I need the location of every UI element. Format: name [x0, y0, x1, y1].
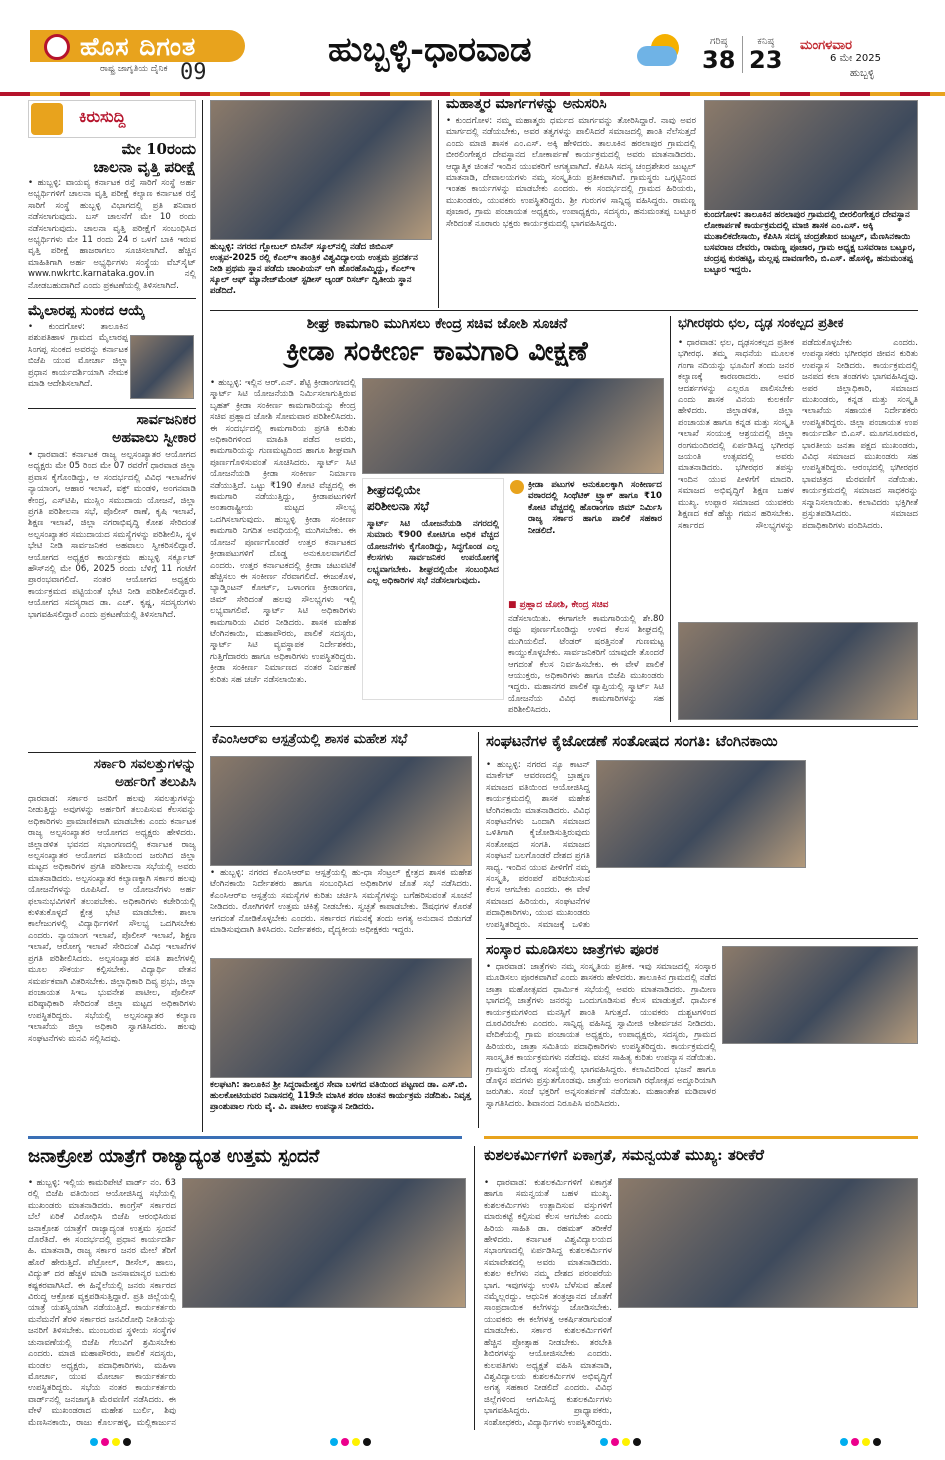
weather-icon [637, 32, 685, 70]
mahatmara-body: • ಕುಂದಗೋಳ: ನಮ್ಮ ಮಹಾತ್ಮರು ಧರ್ಮದ ಮಾರ್ಗವನ್ನು ತೋರಿಸಿದ್ದಾರೆ. ನಾವು ಅವರ ಮಾರ್ಗದಲ್ಲಿ ನಡೆಯಬೇಕು, ಅವರ ತತ್ವಗಳನ್ನು ಪಾಲಿಸಿದರೆ ಸಮಾಜದಲ್ಲಿ ಶಾಂತಿ ನೆಲೆಸುತ್ತದೆ ಎಂದು ಮಾಜಿ ಶಾಸಕ ಎಂ.ಎಸ್. ಅಕ್ಕಿ ಹೇಳಿದರು. ತಾಲೂಕಿನ ಹರಲಾಪುರ ಗ್ರಾಮದಲ್ಲಿ ಬೀರಲಿಂಗೇಶ್ವರ ದೇವಸ್ಥಾನದ ಲೋಕಾರ್ಪಣೆ ಕಾರ್ಯಕ್ರಮದಲ್ಲಿ ಅವರು ಮಾತನಾಡಿದರು. ಆಧ್ಯಾತ್ಮಿಕ ಚಿಂತನೆ ಇಂದಿನ ಯುವಕರಿಗೆ ಅಗತ್ಯವಾಗಿದೆ. ಕೆಪಿಸಿಸಿ ಸದಸ್ಯ ಚಂದ್ರಶೇಖರ ಜುಟ್ಟಲ್ ಮಾತನಾಡಿ, ದೇವಾಲಯಗಳು ನಮ್ಮ ಸಂಸ್ಕೃತಿಯ ಪ್ರತೀಕವಾಗಿವೆ. ಗ್ರಾಮಸ್ಥರು ಒಗ್ಗಟ್ಟಿನಿಂದ ಇಂತಹ ಕಾರ್ಯಗಳನ್ನು ಮಾಡಬೇಕು ಎಂದರು. ಈ ಸಂದರ್ಭದಲ್ಲಿ ಗ್ರಾಮದ ಹಿರಿಯರು, ಮುಖಂಡರು, ಯುವಕರು ಉಪಸ್ಥಿತರಿದ್ದರು. ಶ್ರೀ ಗುರುಗಳ ಸಾನ್ನಿಧ್ಯ ವಹಿಸಿದ್ದರು. ರಾಮಣ್ಣ ಪೂಜಾರ, ಗ್ರಾಮ ಪಂಚಾಯತ ಅಧ್ಯಕ್ಷರು, ಉಪಾಧ್ಯಕ್ಷರು, ಸದಸ್ಯರು, ಹನುಮಂತಪ್ಪ ಬಟ್ಟೂರ ಸೇರಿದಂತೆ ನೂರಾರು ಭಕ್ತರು ಕಾರ್ಯಕ್ರಮದಲ್ಲಿ ಭಾಗವಹಿಸಿದ್ದರು. [446, 116, 696, 229]
mahatmara-title: ಮಹಾತ್ಮರ ಮಾರ್ಗಗಳನ್ನು ಅನುಸರಿಸಿ [446, 96, 607, 112]
bhagiratha-photo [678, 622, 918, 720]
quote-icon [510, 480, 524, 494]
samskara-body: • ಧಾರವಾಡ: ಜಾತ್ರೆಗಳು ನಮ್ಮ ಸಂಸ್ಕೃತಿಯ ಪ್ರತೀಕ. ಇವು ಸಮಾಜದಲ್ಲಿ ಸಂಸ್ಕಾರ ಮೂಡಿಸಲು ಪೂರಕವಾಗಿವೆ ಎಂದು ಶಾಸಕರು ಹೇಳಿದರು. ತಾಲೂಕಿನ ಗ್ರಾಮದಲ್ಲಿ ನಡೆದ ಜಾತ್ರಾ ಮಹೋತ್ಸವದ ಧಾರ್ಮಿಕ ಸಭೆಯಲ್ಲಿ ಅವರು ಮಾತನಾಡಿದರು. ಗ್ರಾಮೀಣ ಭಾಗದಲ್ಲಿ ಜಾತ್ರೆಗಳು ಜನರನ್ನು ಒಂದುಗೂಡಿಸುವ ಕೆಲಸ ಮಾಡುತ್ತವೆ. ಧಾರ್ಮಿಕ ಕಾರ್ಯಕ್ರಮಗಳಿಂದ ಮನಸ್ಸಿಗೆ ಶಾಂತಿ ಸಿಗುತ್ತದೆ. ಯುವಕರು ದುಶ್ಚಟಗಳಿಂದ ದೂರವಿರಬೇಕು ಎಂದರು. ಸಾನ್ನಿಧ್ಯ ವಹಿಸಿದ್ದ ಸ್ವಾಮೀಜಿ ಆಶೀರ್ವಚನ ನೀಡಿದರು. ವೇದಿಕೆಯಲ್ಲಿ ಗ್ರಾಮ ಪಂಚಾಯತ ಅಧ್ಯಕ್ಷರು, ಉಪಾಧ್ಯಕ್ಷರು, ಸದಸ್ಯರು, ಗ್ರಾಮದ ಹಿರಿಯರು, ಜಾತ್ರಾ ಸಮಿತಿಯ ಪದಾಧಿಕಾರಿಗಳು ಉಪಸ್ಥಿತರಿದ್ದರು. ಕಾರ್ಯಕ್ರಮದಲ್ಲಿ ಸಾಂಸ್ಕೃತಿಕ ಕಾರ್ಯಕ್ರಮಗಳು ನಡೆದವು. ವಚನ ಸಾಹಿತ್ಯ ಕುರಿತು ಉಪನ್ಯಾಸ ನಡೆಯಿತು. ಗ್ರಾಮಸ್ಥರು ದೊಡ್ಡ ಸಂಖ್ಯೆಯಲ್ಲಿ ಭಾಗವಹಿಸಿದ್ದರು. ಕಲಾವಿದರಿಂದ ಭಜನೆ ಹಾಗೂ ಡೊಳ್ಳಿನ ಪದಗಳು ಪ್ರಸ್ತುತಗೊಂಡವು. ಜಾತ್ರೆಯ ಅಂಗವಾಗಿ ರಥೋತ್ಸವ ಅದ್ದೂರಿಯಾಗಿ ಜರುಗಿತು. ಸಂಜೆ ಭಕ್ತರಿಗೆ ಅನ್ನಸಂತರ್ಪಣೆ ನಡೆಯಿತು. ಮಹಾಂತೇಶ ಮಡಿವಾಳರ ಸ್ವಾಗತಿಸಿದರು. ಶಿವಾನಂದ ನಿರೂಪಿಸಿ ವಂದಿಸಿದರು. [486, 962, 716, 1109]
bhagiratha-body: • ಧಾರವಾಡ: ಛಲ, ದೃಢಸಂಕಲ್ಪದ ಪ್ರತೀಕ ಭಗೀರಥ. ತಮ್ಮ ಸಾಧನೆಯ ಮೂಲಕ ಗಂಗಾ ನದಿಯನ್ನು ಭೂಮಿಗೆ ತಂದು ಜನರ ಕಲ್ಯಾಣಕ್ಕೆ ಕಾರಣರಾದರು. ಅವರ ಆದರ್ಶಗಳನ್ನು ಎಲ್ಲರೂ ಪಾಲಿಸಬೇಕು ಎಂದು ಶಾಸಕ ವಿನಯ ಕುಲಕರ್ಣಿ ಹೇಳಿದರು. ಜಿಲ್ಲಾಡಳಿತ, ಜಿಲ್ಲಾ ಪಂಚಾಯತ ಹಾಗೂ ಕನ್ನಡ ಮತ್ತು ಸಂಸ್ಕೃತಿ ಇಲಾಖೆ ಸಂಯುಕ್ತ ಆಶ್ರಯದಲ್ಲಿ ಜಿಲ್ಲಾ ರಂಗಮಂದಿರದಲ್ಲಿ ಏರ್ಪಡಿಸಿದ್ದ ಭಗೀರಥ ಜಯಂತಿ ಉತ್ಸವದಲ್ಲಿ ಅವರು ಮಾತನಾಡಿದರು. ಭಗೀರಥರ ತಪಸ್ಸು ಇಂದಿನ ಯುವ ಪೀಳಿಗೆಗೆ ಮಾದರಿ. ಸಮಾಜದ ಅಭಿವೃದ್ಧಿಗೆ ಶಿಕ್ಷಣ ಬಹಳ ಮುಖ್ಯ. ಉಪ್ಪಾರ ಸಮಾಜದ ಯುವಕರು ಶಿಕ್ಷಣದ ಕಡೆ ಹೆಚ್ಚು ಗಮನ ಹರಿಸಬೇಕು. ಸರ್ಕಾರದ ಸೌಲಭ್ಯಗಳನ್ನು ಪಡೆದುಕೊಳ್ಳಬೇಕು ಎಂದರು. ಉಪನ್ಯಾಸಕರು ಭಗೀರಥರ ಜೀವನ ಕುರಿತು ಉಪನ್ಯಾಸ ನೀಡಿದರು. ಕಾರ್ಯಕ್ರಮದಲ್ಲಿ ಜನಪದ ಕಲಾ ತಂಡಗಳು ಭಾಗವಹಿಸಿದ್ದವು. ಅಪರ ಜಿಲ್ಲಾಧಿಕಾರಿ, ಸಮಾಜದ ಮುಖಂಡರು, ಕನ್ನಡ ಮತ್ತು ಸಂಸ್ಕೃತಿ ಇಲಾಖೆಯ ಸಹಾಯಕ ನಿರ್ದೇಶಕರು ಉಪಸ್ಥಿತರಿದ್ದರು. ಜಿಲ್ಲಾ ಪಂಚಾಯತ ಉಪ ಕಾರ್ಯದರ್ಶಿ ಬಿ.ಎಸ್. ಮೂಗನೂರಮಠ, ಭಾರತೀಯ ಜನತಾ ಪಕ್ಷದ ಮುಖಂಡರು, ವಿವಿಧ ಸಮಾಜದ ಮುಖಂಡರು ಸಹ ಉಪಸ್ಥಿತರಿದ್ದರು. ಆರಂಭದಲ್ಲಿ ಭಗೀರಥರ ಭಾವಚಿತ್ರದ ಮೆರವಣಿಗೆ ನಡೆಯಿತು. ಕಾರ್ಯಕ್ರಮದಲ್ಲಿ ಸಮಾಜದ ಸಾಧಕರನ್ನು ಸನ್ಮಾನಿಸಲಾಯಿತು. ಕಲಾವಿದರು ಭಕ್ತಿಗೀತೆ ಪ್ರಸ್ತುತಪಡಿಸಿದರು. ಸಮಾಜದ ಪದಾಧಿಕಾರಿಗಳು ವಂದಿಸಿದರು. [678, 338, 918, 531]
janakrosha-body: • ಹುಬ್ಬಳ್ಳಿ: ಇಲ್ಲಿಯ ಕಾಮರಿಪೇಟೆ ವಾರ್ಡ್ ನಂ. 63 ರಲ್ಲಿ ಬಿಜೆಪಿ ವತಿಯಿಂದ ಆಯೋಜಿಸಿದ್ದ ಸಭೆಯಲ್ಲಿ ಮುಖಂಡರು ಮಾತನಾಡಿದರು. ಕಾಂಗ್ರೆಸ್ ಸರ್ಕಾರದ ಬೆಲೆ ಏರಿಕೆ ವಿರೋಧಿಸಿ ಬಿಜೆಪಿ ಆರಂಭಿಸಿರುವ ಜನಾಕ್ರೋಶ ಯಾತ್ರೆಗೆ ರಾಜ್ಯಾದ್ಯಂತ ಉತ್ತಮ ಸ್ಪಂದನೆ ದೊರೆತಿದೆ. ಈ ಸಂದರ್ಭದಲ್ಲಿ ಪ್ರಧಾನ ಕಾರ್ಯದರ್ಶಿ ಹಿ. ಮಾತನಾಡಿ, ರಾಜ್ಯ ಸರ್ಕಾರ ಜನರ ಮೇಲೆ ತೆರಿಗೆ ಹೊರೆ ಹೇರುತ್ತಿದೆ. ಪೆಟ್ರೋಲ್, ಡೀಸೆಲ್, ಹಾಲು, ವಿದ್ಯುತ್ ದರ ಹೆಚ್ಚಳ ಮಾಡಿ ಜನಸಾಮಾನ್ಯರ ಬದುಕು ಕಷ್ಟಕರವಾಗಿಸಿದೆ. ಈ ಹಿನ್ನೆಲೆಯಲ್ಲಿ ಜನರು ಸರ್ಕಾರದ ವಿರುದ್ಧ ಆಕ್ರೋಶ ವ್ಯಕ್ತಪಡಿಸುತ್ತಿದ್ದಾರೆ. ಪ್ರತಿ ಜಿಲ್ಲೆಯಲ್ಲಿ ಯಾತ್ರೆ ಯಶಸ್ವಿಯಾಗಿ ನಡೆಯುತ್ತಿದೆ. ಕಾರ್ಯಕರ್ತರು ಮನೆಮನೆಗೆ ತೆರಳಿ ಸರ್ಕಾರದ ಜನವಿರೋಧಿ ನೀತಿಯನ್ನು ಜನರಿಗೆ ತಿಳಿಸಬೇಕು. ಮುಂಬರುವ ಸ್ಥಳೀಯ ಸಂಸ್ಥೆಗಳ ಚುನಾವಣೆಯಲ್ಲಿ ಬಿಜೆಪಿ ಗೆಲುವಿಗೆ ಶ್ರಮಿಸಬೇಕು ಎಂದರು. ಮಾಜಿ ಮಹಾಪೌರರು, ಪಾಲಿಕೆ ಸದಸ್ಯರು, ಮಂಡಲ ಅಧ್ಯಕ್ಷರು, ಪದಾಧಿಕಾರಿಗಳು, ಮಹಿಳಾ ಮೋರ್ಚಾ, ಯುವ ಮೋರ್ಚಾ ಕಾರ್ಯಕರ್ತರು ಉಪಸ್ಥಿತರಿದ್ದರು. ಸಭೆಯ ನಂತರ ಕಾರ್ಯಕರ್ತರು ವಾರ್ಡ್‌ನಲ್ಲಿ ಜನಜಾಗೃತಿ ಮೆರವಣಿಗೆ ನಡೆಸಿದರು. ಈ ವೇಳೆ ಮುಖಂಡರಾದ ಮಹೇಶ ಬುರ್ಲಿ, ಶಿವು ಮೆಣಸಿನಕಾಯಿ, ರಾಜು ಕೊರ್ಲಹಳ್ಳಿ, ಮಲ್ಲಿಕಾರ್ಜುನ [28, 1178, 176, 1428]
joshi-quote-box: ಕ್ರೀಡಾ ಪಟುಗಳ ಅನುಕೂಲಕ್ಕಾಗಿ ಸಂಕೀರ್ಣದ ವಠಾರದಲ್ಲಿ ಸಿಂಥೆಟಿಕ್ ಟ್ರ್ಯಾಕ್ ಹಾಗೂ ₹10 ಕೋಟಿ ವೆಚ್ಚದಲ್ಲಿ ಹೊರಾಂಗಣ ಜಿಮ್ ನಿರ್ಮಿಸಿ ರಾಜ್ಯ ಸರ್ಕಾರ ಹಾಗೂ ಪಾಲಿಕೆ ಸಹಕಾರ ನೀಡಲಿದೆ. [508, 478, 664, 608]
kiru-suddi-banner [28, 100, 196, 138]
emblem-icon [44, 34, 70, 60]
min-temp: ಕನಿಷ್ಠ 23 [742, 36, 782, 73]
janakrosha-body-cont [182, 1312, 466, 1430]
kundagola-caption: ಕುಂದಗೋಳ: ತಾಲೂಕಿನ ಹರಲಾಪುರ ಗ್ರಾಮದಲ್ಲಿ ಬೀರಲಿಂಗೇಶ್ವರ ದೇವಸ್ಥಾನ ಲೋಕಾರ್ಪಣೆ ಕಾರ್ಯಕ್ರಮದಲ್ಲಿ ಮಾಜಿ ಶಾಸಕ ಎಂ.ಎಸ್. ಅಕ್ಕಿ ಮುತಾಲಿಕದೇಸಾಯಿ, ಕೆಪಿಸಿಸಿ ಸದಸ್ಯ ಚಂದ್ರಶೇಖರ ಜುಟ್ಟಲ್, ಮೆಣಸಿನಕಾಯಿ ಬಸವರಾಜ ದೇವರು, ರಾಮಣ್ಣ ಪೂಜಾರ, ಗ್ರಾಮ ಅಧ್ಯಕ್ಷ ಬಸವರಾಜ ಬಟ್ಟೂರ, ಚಂದ್ರಪ್ಪ ಕುರಹಟ್ಟಿ, ಮಲ್ಲಪ್ಪ ದಾವಣಗೇರಿ, ಬಿ.ಎಸ್. ಹೊಸಳ್ಳಿ, ಹನುಮಂತಪ್ಪ ಬಟ್ಟೂರ ಇದ್ದರು. [704, 210, 918, 308]
janakrosha-photo [182, 1178, 466, 1308]
s3-title1: ಸಾರ್ವಜನಿಕರ [136, 412, 196, 428]
jatre-photo [722, 946, 918, 1044]
date-box: ಮಂಗಳವಾರ 6 ಮೇ 2025 ಹುಬ್ಬಳ್ಳಿ [800, 38, 881, 79]
kreeda-body3: ನಡೆಸಲಾಯಿತು. ಈಗಾಗಲೇ ಕಾಮಗಾರಿಯಲ್ಲಿ ಶೇ.80 ರಷ್ಟು ಪೂರ್ಣಗೊಂಡಿದ್ದು ಉಳಿದ ಕೆಲಸ ಶೀಘ್ರದಲ್ಲಿ ಮುಗಿಯಲಿದೆ. ಟೆಂಡರ್ ಷರತ್ತಿನಂತೆ ಗುಣಮಟ್ಟ ಕಾಯ್ದುಕೊಳ್ಳಬೇಕು. ಸಾರ್ವಜನಿಕರಿಗೆ ಯಾವುದೇ ತೊಂದರೆ ಆಗದಂತೆ ಕೆಲಸ ನಿರ್ವಹಿಸಬೇಕು. ಈ ವೇಳೆ ಪಾಲಿಕೆ ಆಯುಕ್ತರು, ಅಧಿಕಾರಿಗಳು ಹಾಗೂ ಬಿಜೆಪಿ ಮುಖಂಡರು ಇದ್ದರು. ಮಹಾನಗರ ಪಾಲಿಕೆ ವ್ಯಾಪ್ತಿಯಲ್ಲಿ ಸ್ಮಾರ್ಟ್ ಸಿಟಿ ಯೋಜನೆಯ ವಿವಿಧ ಕಾಮಗಾರಿಗಳನ್ನು ಸಹ ಪರಿಶೀಲಿಸಿದರು. [508, 614, 664, 716]
kushala-body-cont [618, 1312, 918, 1430]
review-meeting-box: ಶೀಘ್ರದಲ್ಲಿಯೇ ಪರಿಶೀಲನಾ ಸಭೆ ಸ್ಮಾರ್ಟ್ ಸಿಟಿ ಯೋಜನೆಯಡಿ ನಗರದಲ್ಲಿ ಸುಮಾರು ₹900 ಕೋಟಿಗೂ ಅಧಿಕ ವೆಚ್ಚದ ಯೋಜನೆಗಳು ಕೈಗೊಂಡಿದ್ದು, ಸಿದ್ಧಗೊಂಡ ಎಲ್ಲ ಕೆಲಸಗಳು ಸಾರ್ವಜನಿಕರ ಉಪಯೋಗಕ್ಕೆ ಲಭ್ಯವಾಗಬೇಕು. ಶೀಘ್ರದಲ್ಲಿಯೇ ಸಂಬಂಧಿಸಿದ ಎಲ್ಲ ಅಧಿಕಾರಿಗಳ ಸಭೆ ನಡೆಸಲಾಗುವುದು. [362, 478, 504, 700]
samskara-title: ಸಂಸ್ಕಾರ ಮೂಡಿಸಲು ಜಾತ್ರೆಗಳು ಪೂರಕ [486, 942, 659, 958]
s3-body: • ಧಾರವಾಡ: ಕರ್ನಾಟಕ ರಾಜ್ಯ ಅಲ್ಪಸಂಖ್ಯಾತರ ಆಯೋಗದ ಅಧ್ಯಕ್ಷರು ಮೇ 05 ರಿಂದ ಮೇ 07 ರವರೆಗೆ ಧಾರವಾಡ ಜಿಲ್ಲಾ ಪ್ರವಾಸ ಕೈಗೊಂಡಿದ್ದು, ಆ ಸಂದರ್ಭದಲ್ಲಿ ವಿವಿಧ ಇಲಾಖೆಗಳ ನ್ಯಾಯಾಂಗ, ಆಹಾರ ಇಲಾಖೆ, ವಕ್ಫ್ ಮಂಡಳಿ, ಅಂಗನವಾಡಿ ಕೇಂದ್ರ, ಎಸ್‌ಟಿಪಿ, ಮುಸ್ಲಿಂ ಸಮುದಾಯ ಯೋಜನೆ, ಜಿಲ್ಲಾ ಪ್ರಗತಿ ಪರಿಶೀಲನಾ ಸಭೆ, ಪೊಲೀಸ್ ಠಾಣೆ, ಕೃಷಿ ಇಲಾಖೆ, ಶಿಕ್ಷಣ ಇಲಾಖೆ, ಜಿಲ್ಲಾ ನಗರಾಭಿವೃದ್ಧಿ ಕೋಶ ಸೇರಿದಂತೆ ಅಲ್ಪಸಂಖ್ಯಾತರ ಸಮುದಾಯದ ಸಮಸ್ಯೆಗಳನ್ನು ಪರಿಶೀಲಿಸಿ, ಸ್ಥಳ ಭೇಟಿ ನೀಡಿ ಸಾರ್ವಜನಿಕರ ಅಹವಾಲು ಸ್ವೀಕರಿಸಲಿದ್ದಾರೆ. ಆಯೋಗದ ಅಧ್ಯಕ್ಷರ ಕಾರ್ಯಕ್ರಮ ಹುಬ್ಬಳ್ಳಿ ಸರ್ಕ್ಯೂಟ್ ಹೌಸ್‌ನಲ್ಲಿ ಮೇ 06, 2025 ರಂದು ಬೆಳಿಗ್ಗೆ 11 ಗಂಟೆಗೆ ಪ್ರಾರಂಭವಾಗಲಿದೆ. ನಂತರ ಆಯೋಗದ ಅಧ್ಯಕ್ಷರು ಕಾರ್ಯಕ್ರಮದ ಪಟ್ಟಿಯಂತೆ ಭೇಟಿ ನೀಡಿ ಪರಿಶೀಲಿಸಲಿದ್ದಾರೆ. ಆಯೋಗದ ಸದಸ್ಯರಾದ ಡಾ. ಎಚ್. ಕೃಷ್ಣ, ಸದಸ್ಯರುಗಳು ಭಾಗವಹಿಸಲಿದ್ದಾರೆ ಎಂದು ಪ್ರಕಟಣೆಯಲ್ಲಿ ತಿಳಿಸಲಾಗಿದೆ. [28, 450, 196, 620]
person-photo [130, 335, 194, 399]
kushala-title: ಕುಶಲಕರ್ಮಿಗಳಿಗೆ ಏಕಾಗ್ರತೆ, ಸಮನ್ವಯತೆ ಮುಖ್ಯ: ತರೀಕೆರೆ [484, 1146, 764, 1164]
s1-title1: ಮೇ 10ರಂದು [121, 140, 196, 158]
kalaghatagi-caption: ಕಲಘಟಗಿ: ತಾಲೂಕಿನ ಶ್ರೀ ಸಿದ್ಧರಾಮೇಶ್ವರ ಸೇವಾ ಬಳಗದ ವತಿಯಿಂದ ಪಟ್ಟಣದ ಡಾ. ಎಸ್.ಬಿ. ಹುಲಕೋಟಿಯವರ ನಿವಾಸದಲ್ಲಿ 119ನೇ ಮಾಸಿಕ ಶರಣ ಚಿಂತನ ಕಾರ್ಯಕ್ರಮ ನಡೆದಿತು. ನಿವೃತ್ತ ಪ್ರಾಂಶುಪಾಲ ಗುರು ವೈ. ವಿ. ಪಾಟೀಲ ಉಪನ್ಯಾಸ ನೀಡಿದರು. [210, 1080, 471, 1112]
newspaper-logo [30, 30, 245, 88]
masthead [0, 0, 945, 92]
bhagiratha-title: ಭಗೀರಥರು ಛಲ, ದೃಢ ಸಂಕಲ್ಪದ ಪ್ರತೀಕ [678, 316, 844, 331]
quote-attribution: ■ ಪ್ರಹ್ಲಾದ ಜೋಶಿ, ಕೇಂದ್ರ ಸಚಿವ [508, 600, 609, 610]
stadium-inspection-photo [362, 378, 664, 474]
kiru-suddi-label: ಕಿರುಸುದ್ದಿ [79, 107, 126, 126]
sanghatane-title: ಸಂಘಟನೆಗಳ ಕೈಜೋಡಣೆ ಸಂತೋಷದ ಸಂಗತಿ: ಟೆಂಗಿನಕಾಯಿ [486, 732, 778, 750]
print-marks-mid-right [600, 1438, 641, 1446]
page-number: 09 [180, 60, 207, 85]
janakrosha-title: ಜನಾಕ್ರೋಶ ಯಾತ್ರೆಗೆ ರಾಜ್ಯಾದ್ಯಂತ ಉತ್ತಮ ಸ್ಪಂದನೆ [28, 1146, 320, 1167]
s2-body: • ಕುಂದಗೋಳ: ತಾಲೂಕಿನ ಪಶುಪತಿಹಾಳ ಗ್ರಾಮದ ಮೈಲಾರಪ್ಪ ಸಿಂಗಪ್ಪ ಸುಂಕದ ಅವರನ್ನು ಕರ್ನಾಟಕ ಬಿಜೆಪಿ ಯುವ ಮೋರ್ಚಾ ಜಿಲ್ಲಾ ಪ್ರಧಾನ ಕಾರ್ಯದರ್ಶಿಯಾಗಿ ನೇಮಕ ಮಾಡಿ ಆದೇಶಿಸಲಾಗಿದೆ. [28, 322, 128, 390]
sanghatane-body: • ಹುಬ್ಬಳ್ಳಿ: ನಗರದ ನ್ಯೂ ಕಾಟನ್ ಮಾರ್ಕೆಟ್ ಆವರಣದಲ್ಲಿ ಬ್ರಾಹ್ಮಣ ಸಮಾಜದ ವತಿಯಿಂದ ಆಯೋಜಿಸಿದ್ದ ಕಾರ್ಯಕ್ರಮದಲ್ಲಿ ಶಾಸಕ ಮಹೇಶ ಟೆಂಗಿನಕಾಯಿ ಮಾತನಾಡಿದರು. ವಿವಿಧ ಸಂಘಟನೆಗಳು ಒಂದಾಗಿ ಸಮಾಜದ ಒಳಿತಿಗಾಗಿ ಕೈಜೋಡಿಸುತ್ತಿರುವುದು ಸಂತೋಷದ ಸಂಗತಿ. ಸಮಾಜದ ಸಂಘಟನೆ ಬಲಗೊಂಡರೆ ದೇಶದ ಪ್ರಗತಿ ಸಾಧ್ಯ. ಇಂದಿನ ಯುವ ಪೀಳಿಗೆಗೆ ನಮ್ಮ ಸಂಸ್ಕೃತಿ, ಪರಂಪರೆ ಪರಿಚಯಿಸುವ ಕೆಲಸ ಆಗಬೇಕು ಎಂದರು. ಈ ವೇಳೆ ಸಮಾಜದ ಹಿರಿಯರು, ಸಂಘಟನೆಗಳ ಪದಾಧಿಕಾರಿಗಳು, ಯುವ ಮುಖಂಡರು ಉಪಸ್ಥಿತರಿದ್ದರು. ಸಮಾಜಕ್ಕೆ ಒಳಿತು [486, 760, 590, 930]
kreeda-kicker: ಶೀಘ್ರ ಕಾಮಗಾರಿ ಮುಗಿಸಲು ಕೇಂದ್ರ ಸಚಿವ ಜೋಶಿ ಸೂಚನೆ [306, 316, 568, 332]
kushala-rule [484, 1136, 918, 1139]
s3-title2: ಅಹವಾಲು ಸ್ವೀಕಾರ [112, 430, 196, 446]
kreeda-title: ಕ್ರೀಡಾ ಸಂಕೀರ್ಣ ಕಾಮಗಾರಿ ವೀಕ್ಷಣೆ [286, 336, 588, 367]
s1-title2: ಚಾಲನಾ ವೃತ್ತಿ ಪರೀಕ್ಷೆ [93, 158, 196, 176]
kimsr-meeting-photo [210, 756, 472, 866]
s4-title1: ಸರ್ಕಾರಿ ಸವಲತ್ತುಗಳನ್ನು [93, 756, 196, 772]
edition-city: ಹುಬ್ಬಳ್ಳಿ-ಧಾರವಾಡ [328, 30, 532, 70]
kushala-photo [618, 1178, 918, 1308]
print-marks-right [840, 1438, 881, 1446]
sanghatane-side [810, 760, 918, 932]
s4-body: ಧಾರವಾಡ: ಸರ್ಕಾರ ಜನರಿಗೆ ಹಲವು ಸವಲತ್ತುಗಳನ್ನು ನೀಡುತ್ತಿದ್ದು ಅವುಗಳನ್ನು ಅರ್ಹರಿಗೆ ತಲುಪಿಸುವ ಕೆಲಸವನ್ನು ಅಧಿಕಾರಿಗಳು ಪ್ರಾಮಾಣಿಕವಾಗಿ ಮಾಡಬೇಕು ಎಂದು ಕರ್ನಾಟಕ ರಾಜ್ಯ ಅಲ್ಪಸಂಖ್ಯಾತರ ಆಯೋಗದ ಅಧ್ಯಕ್ಷರು ಹೇಳಿದರು. ಜಿಲ್ಲಾಡಳಿತ ಭವನದ ಸಭಾಂಗಣದಲ್ಲಿ ಕರ್ನಾಟಕ ರಾಜ್ಯ ಅಲ್ಪಸಂಖ್ಯಾತರ ಆಯೋಗದ ವತಿಯಿಂದ ಜರುಗಿದ ಜಿಲ್ಲಾ ಮಟ್ಟದ ಅಧಿಕಾರಿಗಳ ಪ್ರಗತಿ ಪರಿಶೀಲನಾ ಸಭೆಯಲ್ಲಿ ಅವರು ಮಾತನಾಡಿದರು. ಅಲ್ಪಸಂಖ್ಯಾತರ ಕಲ್ಯಾಣಕ್ಕಾಗಿ ಸರ್ಕಾರ ಹಲವು ಯೋಜನೆಗಳನ್ನು ರೂಪಿಸಿದೆ. ಆ ಯೋಜನೆಗಳು ಅರ್ಹ ಫಲಾನುಭವಿಗಳಿಗೆ ತಲುಪಬೇಕು. ಅಧಿಕಾರಿಗಳು ಕಚೇರಿಯಲ್ಲಿ ಕುಳಿತುಕೊಳ್ಳದೆ ಕ್ಷೇತ್ರ ಭೇಟಿ ಮಾಡಬೇಕು. ಶಾಲಾ ಕಾಲೇಜುಗಳಲ್ಲಿ ವಿದ್ಯಾರ್ಥಿಗಳಿಗೆ ಸೌಲಭ್ಯ ಒದಗಿಸಬೇಕು ಎಂದರು. ನ್ಯಾಯಾಂಗ ಇಲಾಖೆ, ಪೊಲೀಸ್ ಇಲಾಖೆ, ಶಿಕ್ಷಣ ಇಲಾಖೆ, ಆರೋಗ್ಯ ಇಲಾಖೆ ಸೇರಿದಂತೆ ವಿವಿಧ ಇಲಾಖೆಗಳ ಪ್ರಗತಿ ಪರಿಶೀಲಿಸಿದರು. ಅಲ್ಪಸಂಖ್ಯಾತರ ವಸತಿ ಶಾಲೆಗಳಲ್ಲಿ ಮೂಲ ಸೌಕರ್ಯ ಕಲ್ಪಿಸಬೇಕು. ವಿದ್ಯಾರ್ಥಿ ವೇತನ ಸಮರ್ಪಕವಾಗಿ ವಿತರಿಸಬೇಕು. ಜಿಲ್ಲಾಧಿಕಾರಿ ದಿವ್ಯ ಪ್ರಭು, ಜಿಲ್ಲಾ ಪಂಚಾಯತ ಸಿಇಒ ಭುವನೇಶ ಪಾಟೀಲ, ಪೊಲೀಸ್ ವರಿಷ್ಠಾಧಿಕಾರಿ ಸೇರಿದಂತೆ ಜಿಲ್ಲಾ ಮಟ್ಟದ ಅಧಿಕಾರಿಗಳು ಉಪಸ್ಥಿತರಿದ್ದರು. ಸಭೆಯಲ್ಲಿ ಅಲ್ಪಸಂಖ್ಯಾತರ ಕಲ್ಯಾಣ ಇಲಾಖೆಯ ಜಿಲ್ಲಾ ಅಧಿಕಾರಿ ಸ್ವಾಗತಿಸಿದರು. ಹಲವು ಸಂಘಟನೆಗಳು ಮನವಿ ಸಲ್ಲಿಸಿದವು. [28, 794, 196, 1044]
max-temp: ಗರಿಷ್ಠ 38 [702, 36, 736, 74]
samskara-body-cont [722, 1048, 918, 1122]
gbs-fest-photo [210, 100, 432, 240]
kreeda-body1: • ಹುಬ್ಬಳ್ಳಿ: ಇಲ್ಲಿನ ಆರ್.ಎನ್. ಶೆಟ್ಟಿ ಕ್ರೀಡಾಂಗಣದಲ್ಲಿ ಸ್ಮಾರ್ಟ್ ಸಿಟಿ ಯೋಜನೆಯಡಿ ನಿರ್ಮಿಸಲಾಗುತ್ತಿರುವ ಬೃಹತ್ ಕ್ರೀಡಾ ಸಂಕೀರ್ಣ ಕಾಮಗಾರಿಯನ್ನು ಕೇಂದ್ರ ಸಚಿವ ಪ್ರಹ್ಲಾದ ಜೋಶಿ ಸೋಮವಾರ ಪರಿಶೀಲಿಸಿದರು. ಈ ಸಂದರ್ಭದಲ್ಲಿ ಕಾಮಗಾರಿಯ ಪ್ರಗತಿ ಕುರಿತು ಅಧಿಕಾರಿಗಳಿಂದ ಮಾಹಿತಿ ಪಡೆದ ಅವರು, ಕಾಮಗಾರಿಯನ್ನು ಗುಣಮಟ್ಟದಿಂದ ಹಾಗೂ ಶೀಘ್ರವಾಗಿ ಪೂರ್ಣಗೊಳಿಸುವಂತೆ ಸೂಚಿಸಿದರು. ಸ್ಮಾರ್ಟ್ ಸಿಟಿ ಯೋಜನೆಯಡಿ ಕ್ರೀಡಾ ಸಂಕೀರ್ಣ ನಿರ್ಮಾಣ ನಡೆಯುತ್ತಿದೆ. ಒಟ್ಟು ₹190 ಕೋಟಿ ವೆಚ್ಚದಲ್ಲಿ ಈ ಕಾಮಗಾರಿ ನಡೆಯುತ್ತಿದ್ದು, ಕ್ರೀಡಾಪಟುಗಳಿಗೆ ಅಂತಾರಾಷ್ಟ್ರೀಯ ಮಟ್ಟದ ಸೌಲಭ್ಯ ಒದಗಿಸಲಾಗುವುದು. ಹುಬ್ಬಳ್ಳಿ ಕ್ರೀಡಾ ಸಂಕೀರ್ಣ ಕಾಮಗಾರಿ ನಿಗದಿತ ಅವಧಿಯಲ್ಲಿ ಮುಗಿಸಬೇಕು. ಈ ಯೋಜನೆ ಪೂರ್ಣಗೊಂಡರೆ ಉತ್ತರ ಕರ್ನಾಟಕದ ಕ್ರೀಡಾಪಟುಗಳಿಗೆ ದೊಡ್ಡ ಅನುಕೂಲವಾಗಲಿದೆ ಎಂದರು. ಉತ್ತರ ಕರ್ನಾಟಕದಲ್ಲಿ ಕ್ರೀಡಾ ಚಟುವಟಿಕೆ ಹೆಚ್ಚಿಸಲು ಈ ಸಂಕೀರ್ಣ ನೆರವಾಗಲಿದೆ. ಈಜುಕೊಳ, ಬ್ಯಾಡ್ಮಿಂಟನ್ ಕೋರ್ಟ್, ಒಳಾಂಗಣ ಕ್ರೀಡಾಂಗಣ, ಜಿಮ್ ಸೇರಿದಂತೆ ಹಲವು ಸೌಲಭ್ಯಗಳು ಇಲ್ಲಿ ಲಭ್ಯವಾಗಲಿವೆ. ಸ್ಮಾರ್ಟ್ ಸಿಟಿ ಅಧಿಕಾರಿಗಳು ಕಾಮಗಾರಿಯ ವಿವರ ನೀಡಿದರು. ಶಾಸಕ ಮಹೇಶ ಟೆಂಗಿನಕಾಯಿ, ಮಹಾಪೌರರು, ಪಾಲಿಕೆ ಸದಸ್ಯರು, ಸ್ಮಾರ್ಟ್ ಸಿಟಿ ವ್ಯವಸ್ಥಾಪಕ ನಿರ್ದೇಶಕರು, ಗುತ್ತಿಗೆದಾರರು ಹಾಗೂ ಅಧಿಕಾರಿಗಳು ಉಪಸ್ಥಿತರಿದ್ದರು. ಕ್ರೀಡಾ ಸಂಕೀರ್ಣ ನಿರ್ಮಾಣದ ನಂತರ ನಿರ್ವಹಣೆ ಕುರಿತು ಸಹ ಚರ್ಚೆ ನಡೆಸಲಾಯಿತು. [210, 378, 356, 685]
hand-icon [31, 103, 63, 135]
kimsr-title: ಕೆಎಂಸಿಆರ್‌ಐ ಆಸ್ಪತ್ರೆಯಲ್ಲಿ ಶಾಸಕ ಮಹೇಶ ಸಭೆ [212, 732, 408, 747]
print-marks-mid-left [330, 1438, 371, 1446]
kushala-body: • ಧಾರವಾಡ: ಕುಶಲಕರ್ಮಿಗಳಿಗೆ ಏಕಾಗ್ರತೆ ಹಾಗೂ ಸಮನ್ವಯತೆ ಬಹಳ ಮುಖ್ಯ. ಕುಶಲಕರ್ಮಿಗಳು ಉತ್ಪಾದಿಸುವ ವಸ್ತುಗಳಿಗೆ ಮಾರುಕಟ್ಟೆ ಕಲ್ಪಿಸುವ ಕೆಲಸ ಆಗಬೇಕು ಎಂದು ಹಿರಿಯ ಸಾಹಿತಿ ಡಾ. ರಹಮತ್ ತರೀಕೆರೆ ಹೇಳಿದರು. ಕರ್ನಾಟಕ ವಿಶ್ವವಿದ್ಯಾಲಯದ ಸಭಾಂಗಣದಲ್ಲಿ ಏರ್ಪಡಿಸಿದ್ದ ಕುಶಲಕರ್ಮಿಗಳ ಸಮಾವೇಶದಲ್ಲಿ ಅವರು ಮಾತನಾಡಿದರು. ಕುಶಲ ಕಲೆಗಳು ನಮ್ಮ ದೇಶದ ಪರಂಪರೆಯ ಭಾಗ. ಇವುಗಳನ್ನು ಉಳಿಸಿ ಬೆಳೆಸುವ ಹೊಣೆ ನಮ್ಮೆಲ್ಲರದ್ದು. ಆಧುನಿಕ ತಂತ್ರಜ್ಞಾನದ ಜೊತೆಗೆ ಸಾಂಪ್ರದಾಯಿಕ ಕಲೆಗಳನ್ನು ಜೋಡಿಸಬೇಕು. ಯುವಕರು ಈ ಕಲೆಗಳತ್ತ ಆಕರ್ಷಿತರಾಗುವಂತೆ ಮಾಡಬೇಕು. ಸರ್ಕಾರ ಕುಶಲಕರ್ಮಿಗಳಿಗೆ ಹೆಚ್ಚಿನ ಪ್ರೋತ್ಸಾಹ ನೀಡಬೇಕು. ತರಬೇತಿ ಶಿಬಿರಗಳನ್ನು ಆಯೋಜಿಸಬೇಕು ಎಂದರು. ಕುಲಪತಿಗಳು ಅಧ್ಯಕ್ಷತೆ ವಹಿಸಿ ಮಾತನಾಡಿ, ವಿಶ್ವವಿದ್ಯಾಲಯ ಕುಶಲಕರ್ಮಿಗಳ ಅಭಿವೃದ್ಧಿಗೆ ಅಗತ್ಯ ಸಹಕಾರ ನೀಡಲಿದೆ ಎಂದರು. ವಿವಿಧ ಜಿಲ್ಲೆಗಳಿಂದ ಆಗಮಿಸಿದ್ದ ಕುಶಲಕರ್ಮಿಗಳು ಭಾಗವಹಿಸಿದ್ದರು. ಪ್ರಾಧ್ಯಾಪಕರು, ಸಂಶೋಧಕರು, ವಿದ್ಯಾರ್ಥಿಗಳು ಉಪಸ್ಥಿತರಿದ್ದರು. [484, 1178, 612, 1428]
print-marks-left [90, 1438, 131, 1446]
s2-title: ಮೈಲಾರಪ್ಪ ಸುಂಕದ ಆಯ್ಕೆ [28, 303, 146, 319]
kimsr-body: • ಹುಬ್ಬಳ್ಳಿ: ನಗರದ ಕೆಎಂಸಿಆರ್‌ಐ ಆಸ್ಪತ್ರೆಯಲ್ಲಿ ಹು-ಧಾ ಸೆಂಟ್ರಲ್ ಕ್ಷೇತ್ರದ ಶಾಸಕ ಮಹೇಶ ಟೆಂಗಿನಕಾಯಿ ನಿರ್ದೇಶಕರು ಹಾಗೂ ಸಂಬಂಧಿಸಿದ ಅಧಿಕಾರಿಗಳ ಜೊತೆ ಸಭೆ ನಡೆಸಿದರು. ಕೆಎಂಸಿಆರ್‌ಐ ಆಸ್ಪತ್ರೆಯ ಸಮಸ್ಯೆಗಳ ಕುರಿತು ಚರ್ಚಿಸಿ ಸಮಸ್ಯೆಗಳನ್ನು ಬಗೆಹರಿಸುವಂತೆ ಸೂಚನೆ ನೀಡಿದರು. ರೋಗಿಗಳಿಗೆ ಉತ್ತಮ ಚಿಕಿತ್ಸೆ ನೀಡಬೇಕು. ಸ್ವಚ್ಛತೆ ಕಾಪಾಡಬೇಕು. ಔಷಧಗಳ ಕೊರತೆ ಆಗದಂತೆ ನೋಡಿಕೊಳ್ಳಬೇಕು ಎಂದರು. ಸರ್ಕಾರದ ಗಮನಕ್ಕೆ ತಂದು ಅಗತ್ಯ ಅನುದಾನ ಬಿಡುಗಡೆ ಮಾಡಿಸುವುದಾಗಿ ತಿಳಿಸಿದರು. ನಿರ್ದೇಶಕರು, ವೈದ್ಯಕೀಯ ಅಧೀಕ್ಷಕರು ಇದ್ದರು. [210, 868, 472, 936]
masthead-name: ಹೊಸ ದಿಗಂತ [80, 32, 197, 61]
gbs-fest-caption: ಹುಬ್ಬಳ್ಳಿ: ನಗರದ ಗ್ಲೋಬಲ್ ಬಿಸಿನೆಸ್ ಸ್ಕೂಲ್‌ನಲ್ಲಿ ನಡೆದ ಜಿಬಿಎಸ್ ಉತ್ಸವ-2025 ರಲ್ಲಿ ಕೆಎಲ್‌ಇ ತಾಂತ್ರಿಕ ವಿಶ್ವವಿದ್ಯಾಲಯ ಉತ್ತಮ ಪ್ರದರ್ಶನ ನೀಡಿ ಪ್ರಥಮ ಸ್ಥಾನ ಪಡೆದು ಚಾಂಪಿಯನ್ ಆಗಿ ಹೊರಹೊಮ್ಮಿದ್ದು, ಕೆಎಲ್‌ಇ ಸ್ಕೂಲ್ ಆಫ್ ಮ್ಯಾನೇಜ್‌ಮೆಂಟ್ ಸ್ಟಡೀಸ್ ಆ್ಯಂಡ್ ರಿಸರ್ಚ್ ದ್ವಿತೀಯ ಸ್ಥಾನ ಪಡೆದಿದೆ. [210, 242, 418, 296]
masthead-tagline: ರಾಷ್ಟ್ರ ಜಾಗೃತಿಯ ದೈನಿಕ [100, 64, 168, 74]
sanghatane-photo [596, 760, 806, 868]
s1-body: • ಹುಬ್ಬಳ್ಳಿ: ವಾಯವ್ಯ ಕರ್ನಾಟಕ ರಸ್ತೆ ಸಾರಿಗೆ ಸಂಸ್ಥೆ ಅರ್ಹ ಅಭ್ಯರ್ಥಿಗಳಿಗೆ ಚಾಲನಾ ವೃತ್ತಿ ಪರೀಕ್ಷೆ ಕಲ್ಯಾಣ ಕರ್ನಾಟಕ ರಸ್ತೆ ಸಾರಿಗೆ ಸಂಸ್ಥೆ ಹುಬ್ಬಳ್ಳಿ ವಿಭಾಗದಲ್ಲಿ ಪ್ರತಿ ಶನಿವಾರ ನಡೆಸಲಾಗುವುದು. ಬಸ್ ಚಾಲನೆಗೆ ಮೇ 10 ರಂದು ನಡೆಸಲಾಗುವುದು. ಚಾಲನಾ ವೃತ್ತಿ ಪರೀಕ್ಷೆಗೆ ಸಂಬಂಧಿಸಿದ ಅಭ್ಯರ್ಥಿಗಳು ಮೇ 11 ರಂದು 24 ರ ಒಳಗೆ ಬಾಕಿ ಇರುವ ವೃತ್ತಿ ಪರೀಕ್ಷೆ ಹಾಜರಾಗಲು ಸೂಚಿಸಲಾಗಿದೆ. ಹೆಚ್ಚಿನ ಮಾಹಿತಿಗಾಗಿ ಅರ್ಹ ಅಭ್ಯರ್ಥಿಗಳು ಸಂಸ್ಥೆಯ ವೆಬ್‌ಸೈಟ್ www.nwkrtc.karnataka.gov.in ನಲ್ಲಿ ನೋಡಬಹುದಾಗಿದೆ ಎಂದು ಪ್ರಕಟಣೆಯಲ್ಲಿ ತಿಳಿಸಲಾಗಿದೆ. [28, 178, 196, 291]
kalaghatagi-photo [210, 958, 472, 1078]
s4-title2: ಅರ್ಹರಿಗೆ ತಲುಪಿಸಿ [115, 774, 196, 790]
janakrosha-rule [28, 1136, 462, 1139]
